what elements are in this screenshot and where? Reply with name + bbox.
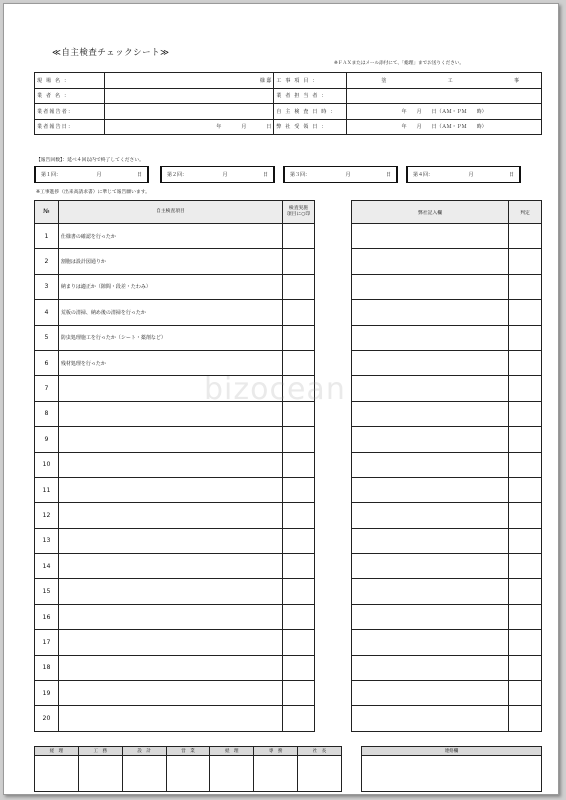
report-2-day: 日 — [262, 172, 268, 178]
reporter-field[interactable] — [104, 104, 274, 120]
table-row — [352, 300, 542, 325]
row-judge-field[interactable] — [509, 528, 542, 553]
report-box-2[interactable] — [160, 166, 275, 183]
diagonal-line-icon — [298, 756, 341, 757]
report-3-day: 日 — [385, 172, 391, 178]
work-item-char-2: 工 — [447, 77, 453, 84]
row-item[interactable]: 荒板の清掃、納め後の清掃を行ったか — [58, 300, 282, 325]
table-row — [352, 325, 542, 350]
row-item[interactable] — [58, 604, 282, 629]
row-judge-field[interactable] — [509, 681, 542, 706]
row-judge-field[interactable] — [509, 655, 542, 680]
receipt-date-field[interactable]: 年 月 日（ＡＭ・ＰＭ 時） — [347, 119, 542, 135]
table-row — [35, 325, 315, 350]
header-info-table — [34, 72, 542, 135]
vendor-contact-field[interactable] — [347, 88, 542, 104]
table-row — [35, 300, 315, 325]
table-row — [352, 224, 542, 249]
report-1-day: 日 — [136, 172, 142, 178]
contact-field[interactable] — [362, 756, 542, 792]
table-row — [352, 249, 542, 274]
row-check-field[interactable] — [283, 655, 315, 680]
row-item[interactable]: 防虫処理施工を行ったか（シート・薬剤など） — [58, 325, 282, 350]
row-item[interactable] — [58, 528, 282, 553]
row-item[interactable] — [58, 503, 282, 528]
work-item-field[interactable] — [347, 73, 542, 89]
row-check-field[interactable] — [283, 604, 315, 629]
row-judge-field[interactable] — [509, 452, 542, 477]
col-check-header-line1: 検査実施 — [288, 206, 309, 211]
row-item[interactable]: 残材処理を行ったか — [58, 350, 282, 375]
row-entry-field[interactable] — [352, 350, 509, 375]
row-judge-field[interactable] — [509, 224, 542, 249]
company-entry-header — [352, 201, 542, 224]
row-number: 14 — [35, 554, 59, 579]
stamp-box[interactable] — [298, 756, 342, 792]
work-item-label: 工 事 項 目 ： — [274, 73, 347, 89]
table-row — [35, 655, 315, 680]
row-item[interactable] — [58, 554, 282, 579]
row-judge-field[interactable] — [509, 477, 542, 502]
row-judge-field[interactable] — [509, 554, 542, 579]
stamp-box[interactable] — [122, 756, 166, 792]
fax-note: ※ＦＡＸまたはメール添付にて、「総理」までお送りください。 — [334, 61, 464, 66]
col-no-header: № — [35, 201, 59, 224]
row-number: 20 — [35, 706, 59, 731]
row-judge-field[interactable] — [509, 579, 542, 604]
table-row — [352, 681, 542, 706]
table-row — [35, 452, 315, 477]
stamp-box[interactable] — [210, 756, 254, 792]
row-check-field[interactable] — [283, 325, 315, 350]
table-row — [35, 427, 315, 452]
row-item[interactable] — [58, 681, 282, 706]
diagonal-line-icon — [254, 756, 297, 757]
table-row — [35, 681, 315, 706]
site-name-label: 現 場 名 ： — [35, 73, 105, 89]
row-number: 8 — [35, 401, 59, 426]
row-number: 4 — [35, 300, 59, 325]
row-number: 16 — [35, 604, 59, 629]
row-entry-field[interactable] — [352, 477, 509, 502]
report-box-1[interactable] — [34, 166, 149, 183]
document-sheet — [3, 3, 559, 795]
row-item[interactable] — [58, 655, 282, 680]
report-count-note: 【報告回数】：延べ４回以内で終了してください。 — [36, 158, 144, 163]
stamp-label: 工 務 — [78, 747, 122, 756]
report-date-label: 業者報告日： — [35, 119, 105, 135]
row-number: 19 — [35, 681, 59, 706]
stamp-label: 専 務 — [254, 747, 298, 756]
table-row — [35, 274, 315, 299]
work-item-char-3: 事 — [513, 77, 519, 84]
inspection-table-header — [35, 201, 315, 224]
row-entry-field[interactable] — [352, 300, 509, 325]
inspection-table — [34, 200, 315, 732]
row-judge-field[interactable] — [509, 604, 542, 629]
table-row — [35, 477, 315, 502]
stamp-box[interactable] — [78, 756, 122, 792]
diagonal-line-icon — [167, 756, 210, 757]
row-item[interactable] — [58, 427, 282, 452]
report-4-label: 第４回： — [413, 172, 434, 178]
site-name-field[interactable] — [104, 73, 274, 89]
row-entry-field[interactable] — [352, 427, 509, 452]
table-row — [352, 401, 542, 426]
stamp-label: 営 業 — [166, 747, 210, 756]
row-judge-field[interactable] — [509, 249, 542, 274]
row-number: 2 — [35, 249, 59, 274]
row-check-field[interactable] — [283, 528, 315, 553]
site-suffix: 様 邸 — [259, 77, 272, 84]
work-progress-note: ※工事進捗（出来高請求書）に準じて報告願います。 — [36, 190, 150, 195]
work-item-char-1: 塗 — [381, 77, 387, 84]
row-entry-field[interactable] — [352, 528, 509, 553]
row-item[interactable] — [58, 477, 282, 502]
row-check-field[interactable] — [283, 554, 315, 579]
row-judge-field[interactable] — [509, 427, 542, 452]
report-box-4[interactable] — [406, 166, 521, 183]
row-entry-field[interactable] — [352, 274, 509, 299]
contact-header: 連絡欄 — [362, 747, 542, 756]
stamp-label: 経 理 — [210, 747, 254, 756]
row-item[interactable] — [58, 706, 282, 731]
table-row — [35, 579, 315, 604]
report-1-label: 第１回： — [41, 172, 62, 178]
row-check-field[interactable] — [283, 503, 315, 528]
row-entry-field[interactable] — [352, 249, 509, 274]
row-entry-field[interactable] — [352, 503, 509, 528]
report-2-label: 第２回： — [167, 172, 188, 178]
header-row-reporter — [35, 104, 542, 120]
col-check-header-line2: 項目に○印 — [286, 212, 311, 217]
approval-stamp-table — [34, 746, 342, 792]
table-row — [352, 579, 542, 604]
diagonal-line-icon — [123, 756, 166, 757]
page-title: ≪自主検査チェックシート≫ — [52, 48, 170, 58]
table-row — [35, 249, 315, 274]
row-check-field[interactable] — [283, 300, 315, 325]
row-item[interactable] — [58, 452, 282, 477]
row-number: 12 — [35, 503, 59, 528]
table-row — [35, 604, 315, 629]
stamp-header-row — [35, 747, 342, 756]
row-entry-field[interactable] — [352, 325, 509, 350]
stamp-label: 設 計 — [122, 747, 166, 756]
diagonal-line-icon — [79, 756, 122, 757]
row-check-field[interactable] — [283, 477, 315, 502]
table-row — [352, 604, 542, 629]
row-judge-field[interactable] — [509, 325, 542, 350]
row-entry-field[interactable] — [352, 604, 509, 629]
row-number: 17 — [35, 630, 59, 655]
row-number: 10 — [35, 452, 59, 477]
table-row — [352, 427, 542, 452]
vendor-name-field[interactable] — [104, 88, 274, 104]
report-4-day: 日 — [508, 172, 514, 178]
row-judge-field[interactable] — [509, 376, 542, 401]
stamp-box[interactable] — [254, 756, 298, 792]
report-box-3[interactable] — [283, 166, 398, 183]
report-3-month: 月 — [345, 172, 351, 178]
watermark-logo: bizocean — [204, 372, 346, 407]
report-2-month: 月 — [222, 172, 228, 178]
table-row — [35, 224, 315, 249]
row-item[interactable] — [58, 579, 282, 604]
row-number: 7 — [35, 376, 59, 401]
table-row — [352, 350, 542, 375]
table-row — [35, 503, 315, 528]
inspection-datetime-field[interactable]: 年 月 日（ＡＭ・ＰＭ 時） — [347, 104, 542, 120]
receipt-date-label: 弊 社 受 領 日 ： — [274, 119, 347, 135]
table-row — [352, 630, 542, 655]
row-entry-field[interactable] — [352, 579, 509, 604]
table-row — [352, 503, 542, 528]
diagonal-line-icon — [210, 756, 253, 757]
row-check-field[interactable] — [283, 249, 315, 274]
row-check-field[interactable] — [283, 630, 315, 655]
row-entry-field[interactable] — [352, 401, 509, 426]
table-row — [352, 554, 542, 579]
row-entry-field[interactable] — [352, 655, 509, 680]
row-number: 6 — [35, 350, 59, 375]
row-judge-field[interactable] — [509, 401, 542, 426]
row-check-field[interactable] — [283, 427, 315, 452]
row-number: 3 — [35, 274, 59, 299]
row-check-field[interactable] — [283, 224, 315, 249]
row-judge-field[interactable] — [509, 274, 542, 299]
row-entry-field[interactable] — [352, 224, 509, 249]
diagonal-line-icon — [35, 756, 78, 757]
table-row — [352, 452, 542, 477]
row-check-field[interactable] — [283, 681, 315, 706]
row-item[interactable]: 納まりは適正か（隙間・段差・たわみ） — [58, 274, 282, 299]
col-check-header — [283, 201, 315, 224]
col-entry-header: 弊社記入欄 — [352, 201, 509, 224]
inspection-datetime-label: 自 主 検 査 日 時 ： — [274, 104, 347, 120]
row-check-field[interactable] — [283, 274, 315, 299]
row-number: 1 — [35, 224, 59, 249]
table-row — [352, 274, 542, 299]
vendor-name-label: 業 者 名 ： — [35, 88, 105, 104]
table-row — [35, 554, 315, 579]
company-entry-table — [351, 200, 542, 732]
row-number: 9 — [35, 427, 59, 452]
row-entry-field[interactable] — [352, 376, 509, 401]
row-entry-field[interactable] — [352, 681, 509, 706]
row-judge-field[interactable] — [509, 300, 542, 325]
row-number: 5 — [35, 325, 59, 350]
contact-table — [361, 746, 542, 792]
report-3-label: 第３回： — [290, 172, 311, 178]
reporter-label: 業者報告者： — [35, 104, 105, 120]
row-item[interactable] — [58, 630, 282, 655]
header-row-vendor — [35, 88, 542, 104]
row-check-field[interactable] — [283, 706, 315, 731]
row-item[interactable]: 仕様書の確認を行ったか — [58, 224, 282, 249]
inspection-table-body — [35, 224, 315, 732]
table-row — [352, 376, 542, 401]
report-4-month: 月 — [468, 172, 474, 178]
row-item[interactable]: 割胞は設計図通りか — [58, 249, 282, 274]
row-judge-field[interactable] — [509, 350, 542, 375]
table-row — [35, 706, 315, 731]
row-entry-field[interactable] — [352, 706, 509, 731]
table-row — [352, 706, 542, 731]
stamp-cell-row — [35, 756, 342, 792]
row-number: 18 — [35, 655, 59, 680]
company-entry-body — [352, 224, 542, 732]
table-row — [35, 630, 315, 655]
table-row — [352, 528, 542, 553]
row-entry-field[interactable] — [352, 630, 509, 655]
stamp-box[interactable] — [166, 756, 210, 792]
row-judge-field[interactable] — [509, 630, 542, 655]
row-entry-field[interactable] — [352, 554, 509, 579]
table-row — [352, 477, 542, 502]
col-item-header: 自主検査項目 — [58, 201, 282, 224]
report-date-field[interactable]: 年 月 日 — [104, 119, 274, 135]
stamp-label: 経 理 — [35, 747, 79, 756]
row-judge-field[interactable] — [509, 706, 542, 731]
header-row-report-date — [35, 119, 542, 135]
stamp-label: 社 長 — [298, 747, 342, 756]
report-1-month: 月 — [96, 172, 102, 178]
row-number: 15 — [35, 579, 59, 604]
header-row-site — [35, 73, 542, 89]
col-judge-header: 判定 — [509, 201, 542, 224]
row-number: 13 — [35, 528, 59, 553]
table-row — [352, 655, 542, 680]
stamp-box[interactable] — [35, 756, 79, 792]
row-entry-field[interactable] — [352, 452, 509, 477]
row-number: 11 — [35, 477, 59, 502]
row-check-field[interactable] — [283, 579, 315, 604]
vendor-contact-label: 業 者 担 当 者 ： — [274, 88, 347, 104]
row-judge-field[interactable] — [509, 503, 542, 528]
table-row — [35, 528, 315, 553]
row-check-field[interactable] — [283, 452, 315, 477]
